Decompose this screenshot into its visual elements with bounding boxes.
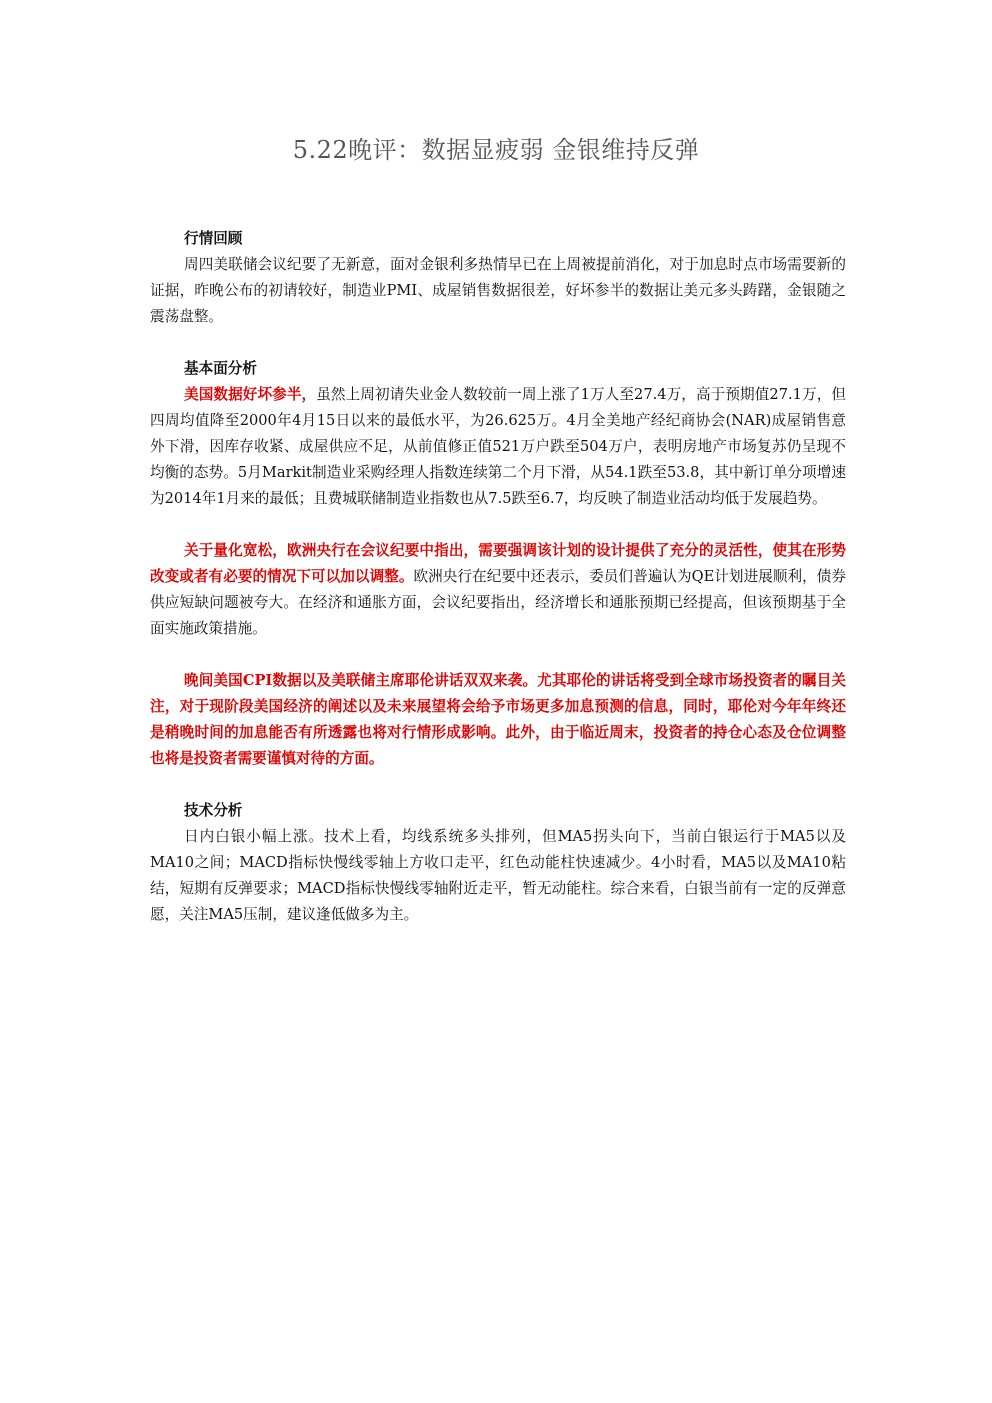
spacer — [150, 642, 846, 668]
paragraph-highlight: 关于量化宽松，欧洲央行在会议纪要中指出，需要强调该计划的设计提供了充分的灵活性，使其在形势改变或者有必要的情况下可以加以调整。 — [150, 542, 846, 585]
spacer — [150, 330, 846, 356]
section-heading: 行情回顾 — [184, 230, 243, 247]
paragraph — [150, 824, 846, 928]
paragraph — [150, 382, 846, 512]
paragraph-highlight: 美国数据好坏参半， — [184, 386, 317, 403]
paragraph-text: 日内白银小幅上涨。技术上看，均线系统多头排列，但MA5拐头向下，当前白银运行于MA5以及MA10之间；MACD指标快慢线零轴上方收口走平，红色动能柱快速减少。4小时看，MA5以及MA10粘结，短期有反弹要求；MACD指标快慢线零轴附近走平，暂无动能柱。综合来看，白银当前有一定的反弹意愿，关注MA5压制，建议逢低做多为主。 — [150, 828, 846, 923]
section-heading: 基本面分析 — [184, 360, 257, 377]
paragraph-text: 欧洲央行在纪要中还表示，委员们普遍认为QE计划进展顺利，债券供应短缺问题被夸大。在经济和通胀方面，会议纪要指出，经济增长和通胀预期已经提高，但该预期基于全面实施政策措施。 — [150, 568, 846, 637]
document-body — [150, 226, 846, 928]
paragraph-text: 虽然上周初请失业金人数较前一周上涨了1万人至27.4万，高于预期值27.1万，但四周均值降至2000年4月15日以来的最低水平，为26.625万。4月全美地产经纪商协会(NAR)成屋销售意外下滑，因库存收紧、成屋供应不足，从前值修正值521万户跌至504万户，表明房地产市场复苏仍呈现不均衡的态势。5月Markit制造业采购经理人指数连续第二个月下滑，从54.1跌至53.8，其中新订单分项增速为2014年1月来的最低；且费城联储制造业指数也从7.5跌至6.7，均反映了制造业活动均低于发展趋势。 — [150, 386, 846, 507]
section-market-review — [150, 226, 846, 330]
paragraph — [150, 538, 846, 642]
section-fundamental-analysis — [150, 356, 846, 772]
section-technical-analysis — [150, 798, 846, 928]
spacer — [150, 772, 846, 798]
section-heading: 技术分析 — [184, 802, 243, 819]
spacer — [150, 512, 846, 538]
paragraph-text: 周四美联储会议纪要了无新意，面对金银利多热情早已在上周被提前消化，对于加息时点市场需要新的证据，昨晚公布的初请较好，制造业PMI、成屋销售数据很差，好坏参半的数据让美元多头踌躇，金银随之震荡盘整。 — [150, 256, 846, 325]
paragraph-highlight: 晚间美国CPI数据以及美联储主席耶伦讲话双双来袭。尤其耶伦的讲话将受到全球市场投资者的瞩目关注，对于现阶段美国经济的阐述以及未来展望将会给予市场更多加息预测的信息，同时，耶伦对今年年终还是稍晚时间的加息能否有所透露也将对行情形成影响。此外，由于临近周末，投资者的持仓心态及仓位调整也将是投资者需要谨慎对待的方面。 — [150, 672, 846, 767]
page-title: 5.22晚评：数据显疲弱 金银维持反弹 — [292, 136, 700, 164]
paragraph — [150, 668, 846, 772]
paragraph — [150, 252, 846, 330]
